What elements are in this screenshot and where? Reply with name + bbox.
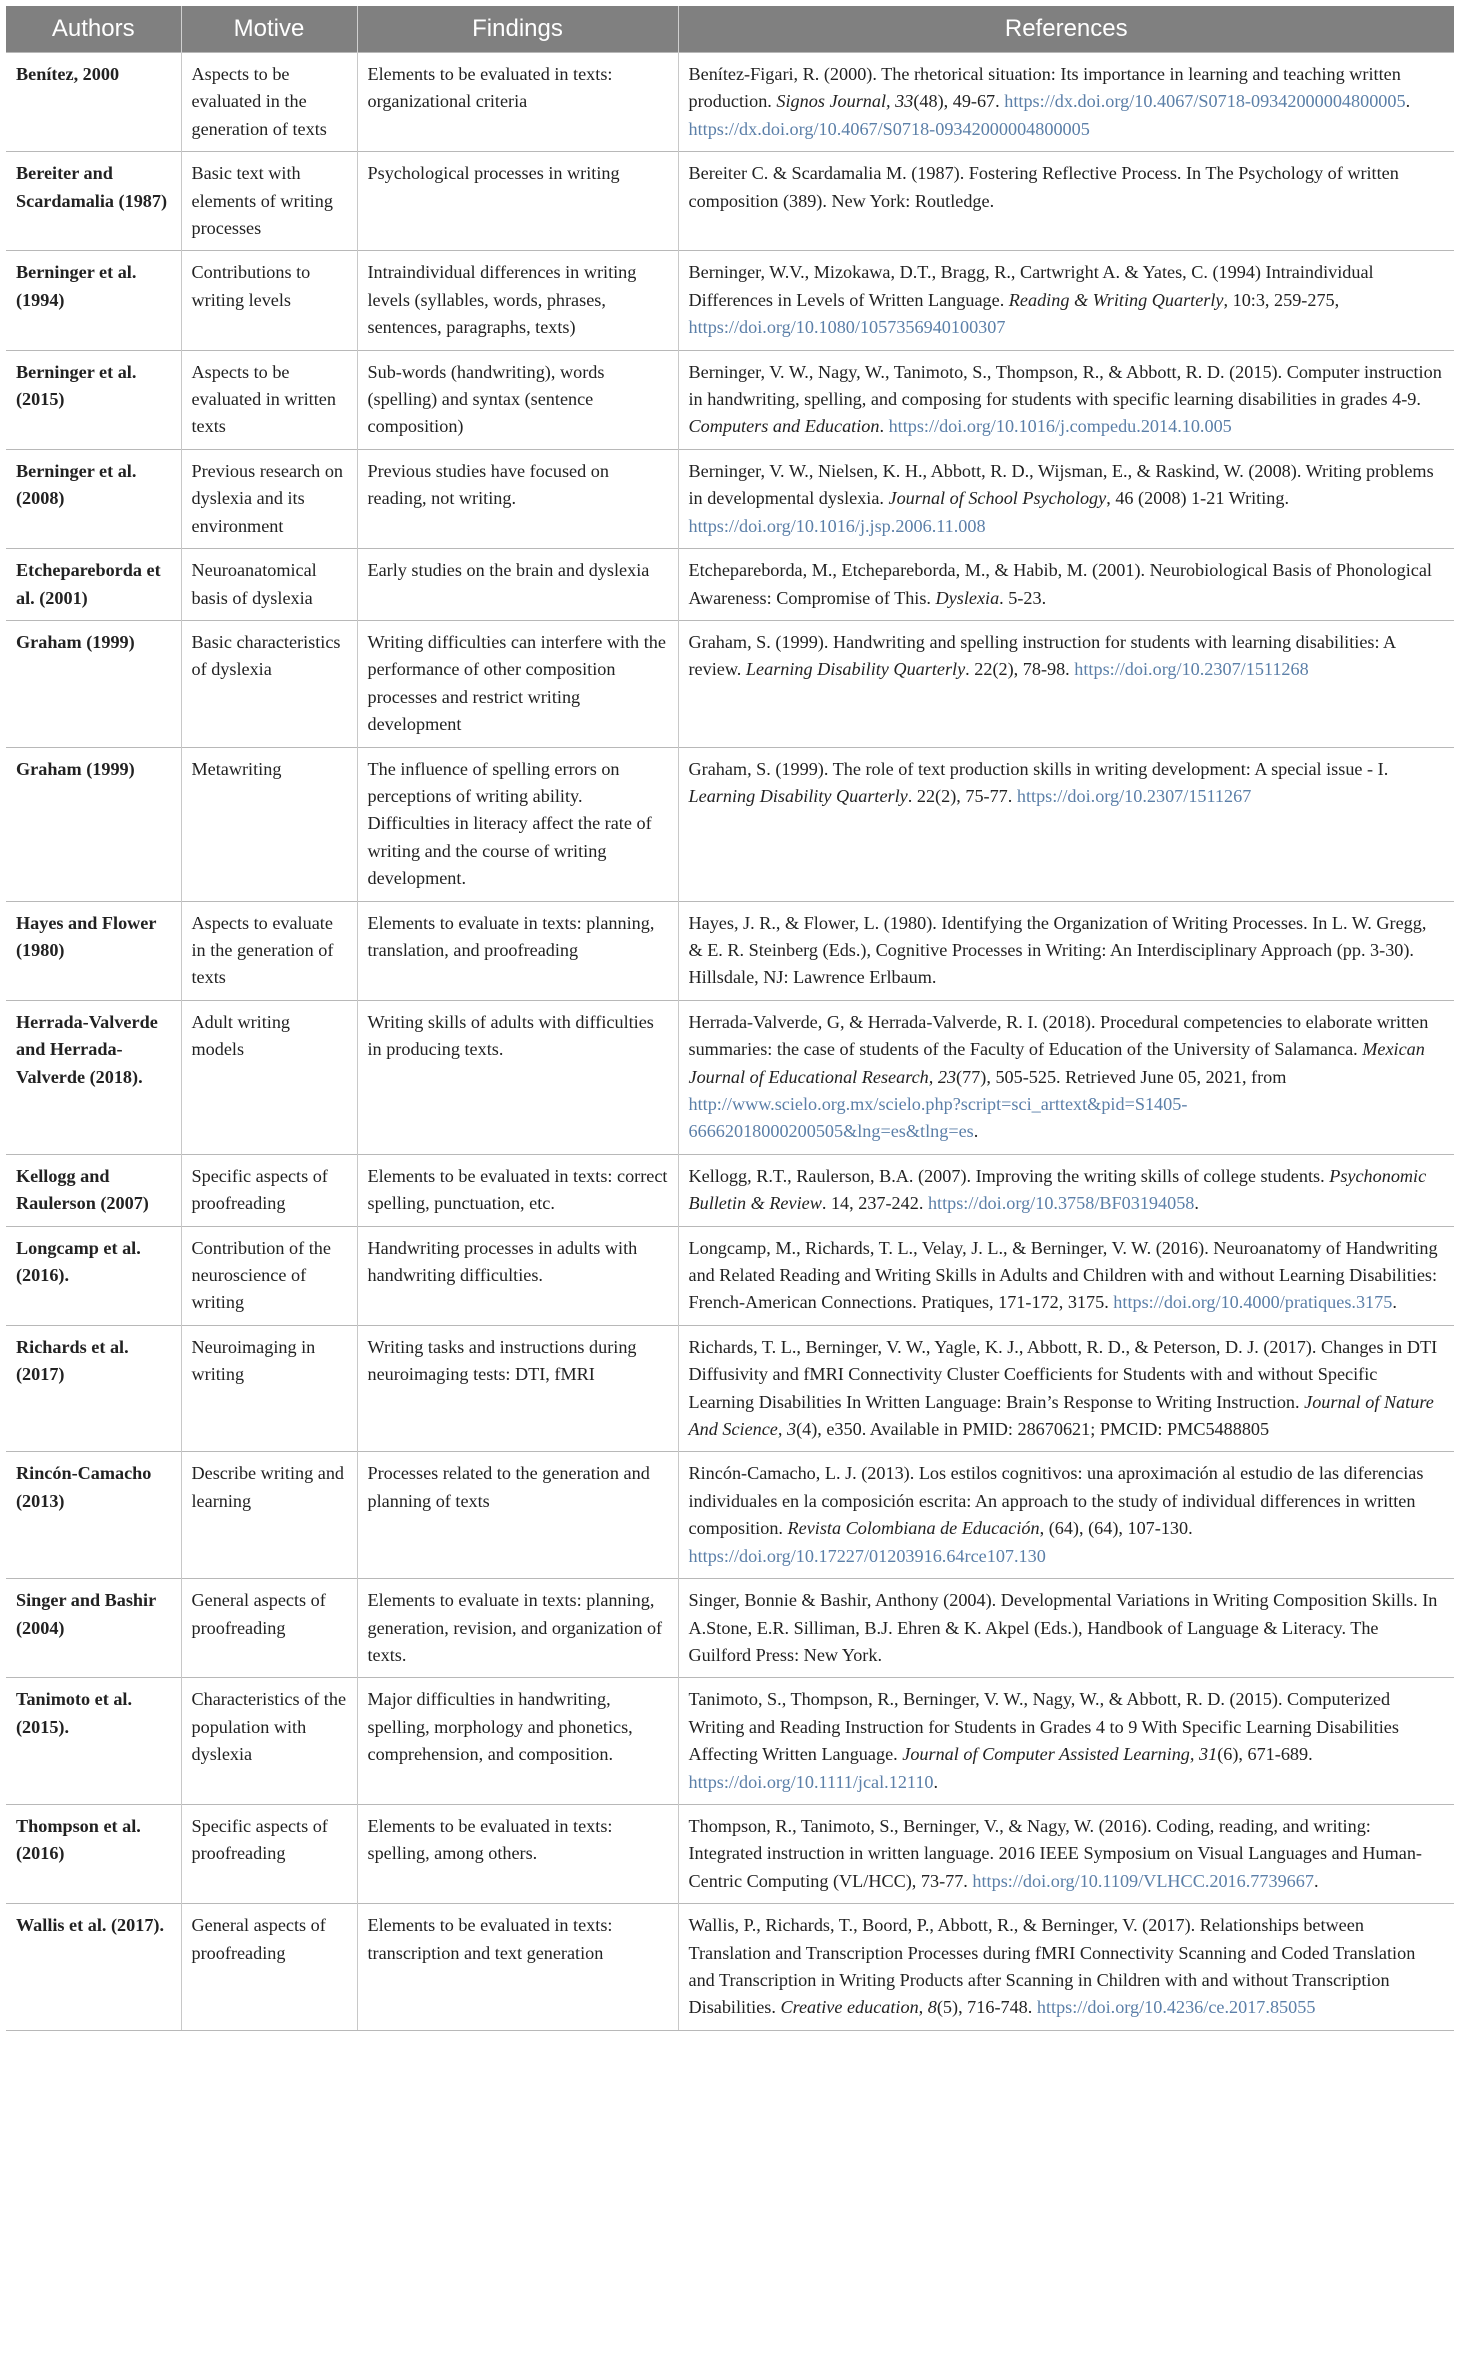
reference-journal: Dyslexia [935, 587, 1000, 608]
reference-text: Graham, S. (1999). Handwriting and spelling instruction for students with learning disabilities: A review. [688, 631, 1396, 680]
cell-reference [678, 1452, 1454, 1579]
cell-findings: Elements to be evaluated in texts: correct spelling, punctuation, etc. [357, 1154, 678, 1226]
table-row [6, 1000, 1454, 1154]
reference-text: Benítez-Figari, R. (2000). The rhetorical situation: Its importance in learning and teaching written production. [688, 64, 1401, 112]
cell-findings: Writing skills of adults with difficulties in producing texts. [357, 1000, 678, 1154]
cell-motive: Metawriting [181, 747, 357, 901]
reference-text: . 22(2), 78-98. [965, 659, 1075, 680]
reference-text: Thompson, R., Tanimoto, S., Berninger, V., & Nagy, W. (2016). Coding, reading, and writing: Integrated instruction in written language. 2016 IEEE Symposium on Visual Languages and Human-Centric Computing (VL/HCC), 73-77. [688, 1815, 1422, 1891]
table-row [6, 1579, 1454, 1678]
reference-link[interactable]: https://doi.org/10.17227/01203916.64rce107.130 [688, 1545, 1046, 1566]
reference-text: Wallis, P., Richards, T., Boord, P., Abbott, R., & Berninger, V. (2017). Relationships between Translation and Transcription Processes during fMRI Connectivity Scanning and Coded Translation and Transcription in Writing Products after Scanning in Children with and without Transcription Disabilities. [688, 1915, 1416, 2018]
reference-journal: Signos Journal, 33 [776, 91, 914, 112]
reference-link[interactable]: https://doi.org/10.1016/j.jsp.2006.11.008 [688, 515, 986, 536]
table-row [6, 1325, 1454, 1452]
reference-link[interactable]: https://doi.org/10.4000/pratiques.3175 [1113, 1292, 1393, 1313]
header-findings: Findings [357, 6, 678, 53]
cell-reference [678, 1678, 1454, 1805]
cell-motive: Contribution of the neuroscience of writing [181, 1226, 357, 1325]
reference-text: (48), 49-67. [913, 91, 1005, 112]
reference-text: . 14, 237-242. [821, 1193, 928, 1214]
cell-findings: Elements to be evaluated in texts: spelling, among others. [357, 1804, 678, 1903]
reference-journal: Psychonomic Bulletin & Review [688, 1165, 1427, 1214]
reference-text: Berninger, W.V., Mizokawa, D.T., Bragg, R., Cartwright A. & Yates, C. (1994) Intraindividual Differences in Levels of Written Language. [688, 262, 1374, 310]
reference-text: (5), 716-748. [936, 1997, 1037, 2018]
reference-text: . [1392, 1292, 1397, 1313]
table-row [6, 1804, 1454, 1903]
cell-reference [678, 901, 1454, 1000]
cell-findings: Elements to be evaluated in texts: organizational criteria [357, 53, 678, 152]
cell-authors: Rincón-Camacho (2013) [6, 1452, 181, 1579]
cell-reference [678, 747, 1454, 901]
reference-text: Graham, S. (1999). The role of text production skills in writing development: A special issue - I. [688, 758, 1389, 779]
cell-motive: Contributions to writing levels [181, 251, 357, 350]
table-row [6, 549, 1454, 621]
cell-reference [678, 1804, 1454, 1903]
cell-findings: Previous studies have focused on reading, not writing. [357, 449, 678, 548]
reference-journal: Mexican Journal of Educational Research, 23 [688, 1039, 1425, 1087]
reference-journal: Learning Disability Quarterly [745, 659, 966, 680]
reference-text: Berninger, V. W., Nielsen, K. H., Abbott, R. D., Wijsman, E., & Raskind, W. (2008). Writing problems in developmental dyslexia. [688, 460, 1434, 509]
cell-authors: Singer and Bashir (2004) [6, 1579, 181, 1678]
cell-findings: Psychological processes in writing [357, 152, 678, 251]
cell-motive: Characteristics of the population with dyslexia [181, 1678, 357, 1805]
cell-authors: Hayes and Flower (1980) [6, 901, 181, 1000]
cell-authors: Richards et al. (2017) [6, 1325, 181, 1452]
cell-motive: Specific aspects of proofreading [181, 1154, 357, 1226]
cell-findings: Elements to be evaluated in texts: transcription and text generation [357, 1904, 678, 2031]
cell-motive: Describe writing and learning [181, 1452, 357, 1579]
cell-findings: Processes related to the generation and planning of texts [357, 1452, 678, 1579]
cell-reference [678, 1000, 1454, 1154]
cell-reference [678, 152, 1454, 251]
reference-text: (77), 505-525. Retrieved June 05, 2021, from [956, 1066, 1287, 1087]
header-references: References [678, 6, 1454, 53]
literature-table [6, 6, 1454, 2031]
cell-reference [678, 1904, 1454, 2031]
cell-findings: Early studies on the brain and dyslexia [357, 549, 678, 621]
cell-reference [678, 1325, 1454, 1452]
cell-authors: Benítez, 2000 [6, 53, 181, 152]
reference-link[interactable]: https://doi.org/10.3758/BF03194058 [927, 1193, 1195, 1214]
cell-authors: Berninger et al. (2008) [6, 449, 181, 548]
reference-text: Kellogg, R.T., Raulerson, B.A. (2007). Improving the writing skills of college students. [688, 1165, 1330, 1186]
cell-authors: Graham (1999) [6, 620, 181, 747]
reference-text: Richards, T. L., Berninger, V. W., Yagle, K. J., Abbott, R. D., & Peterson, D. J. (2017). Changes in DTI Diffusivity and fMRI Connectivity Cluster Coefficients for Students with and without Specific Learning Disabilities In Written Language: Brain’s Response to Writing Instruction. [688, 1336, 1438, 1412]
reference-text: , 46 (2008) 1-21 Writing. [1106, 488, 1290, 509]
reference-journal: Journal of Nature And Science, 3 [688, 1391, 1434, 1440]
table-body [6, 53, 1454, 2031]
table-row [6, 152, 1454, 251]
cell-motive: Adult writing models [181, 1000, 357, 1154]
reference-text: . [879, 416, 889, 437]
cell-motive: Aspects to evaluate in the generation of texts [181, 901, 357, 1000]
reference-text: . [973, 1121, 979, 1142]
cell-findings: Elements to evaluate in texts: planning, generation, revision, and organization of texts. [357, 1579, 678, 1678]
reference-text: . [1405, 91, 1411, 112]
reference-text: (4), e350. Available in PMID: 28670621; PMCID: PMC5488805 [796, 1419, 1270, 1440]
cell-authors: Thompson et al. (2016) [6, 1804, 181, 1903]
cell-authors: Wallis et al. (2017). [6, 1904, 181, 2031]
reference-text: , (64), (64), 107-130. [1039, 1518, 1193, 1539]
cell-findings: Handwriting processes in adults with handwriting difficulties. [357, 1226, 678, 1325]
cell-authors: Longcamp et al. (2016). [6, 1226, 181, 1325]
table-row [6, 1678, 1454, 1805]
cell-authors: Graham (1999) [6, 747, 181, 901]
cell-reference [678, 620, 1454, 747]
header-authors: Authors [6, 6, 181, 53]
reference-text: . 5-23. [999, 587, 1047, 608]
reference-journal: Creative education, 8 [780, 1997, 937, 2018]
reference-text: . 22(2), 75-77. [907, 785, 1017, 806]
reference-text: . [1194, 1193, 1199, 1214]
cell-authors: Berninger et al. (1994) [6, 251, 181, 350]
reference-text: Berninger, V. W., Nagy, W., Tanimoto, S., Thompson, R., & Abbott, R. D. (2015). Computer instruction in handwriting, spelling, and composing for students with specific learning disabilities in grades 4-9. [688, 361, 1442, 410]
reference-link[interactable]: https://doi.org/10.4236/ce.2017.85055 [1036, 1997, 1316, 2018]
reference-link[interactable]: https://doi.org/10.1111/jcal.12110 [688, 1771, 934, 1792]
cell-motive: Neuroimaging in writing [181, 1325, 357, 1452]
cell-findings: Writing difficulties can interfere with the performance of other composition processes and restrict writing development [357, 620, 678, 747]
table-row [6, 1452, 1454, 1579]
cell-authors: Kellogg and Raulerson (2007) [6, 1154, 181, 1226]
cell-motive: Aspects to be evaluated in the generation of texts [181, 53, 357, 152]
header-motive: Motive [181, 6, 357, 53]
reference-journal: Computers and Education [688, 416, 880, 437]
cell-motive: Basic characteristics of dyslexia [181, 620, 357, 747]
cell-reference [678, 1226, 1454, 1325]
cell-reference [678, 1579, 1454, 1678]
table-row [6, 53, 1454, 152]
reference-link[interactable]: https://doi.org/10.1109/VLHCC.2016.7739667 [972, 1870, 1314, 1891]
cell-authors: Tanimoto et al. (2015). [6, 1678, 181, 1805]
cell-motive: Aspects to be evaluated in written texts [181, 350, 357, 449]
reference-journal: Reading & Writing Quarterly [1008, 289, 1224, 310]
reference-text: Rincón-Camacho, L. J. (2013). Los estilos cognitivos: una aproximación al estudio de las diferencias individuales en la composición escrita: An approach to the study of individual differences in written composition. [688, 1463, 1424, 1539]
cell-reference [678, 549, 1454, 621]
reference-text: (6), 671-689. [1217, 1744, 1313, 1765]
cell-reference [678, 350, 1454, 449]
table-row [6, 1904, 1454, 2031]
reference-link[interactable]: https://doi.org/10.1080/1057356940100307 [688, 317, 1006, 338]
reference-link[interactable]: https://dx.doi.org/10.4067/S0718-09342000004800005 [688, 118, 1090, 139]
cell-findings: Major difficulties in handwriting, spelling, morphology and phonetics, comprehension, and composition. [357, 1678, 678, 1805]
cell-motive: Basic text with elements of writing processes [181, 152, 357, 251]
cell-authors: Berninger et al. (2015) [6, 350, 181, 449]
cell-reference [678, 449, 1454, 548]
cell-findings: Intraindividual differences in writing levels (syllables, words, phrases, sentences, paragraphs, texts) [357, 251, 678, 350]
reference-text: . [933, 1771, 939, 1792]
cell-findings: The influence of spelling errors on perceptions of writing ability. Difficulties in literacy affect the rate of writing and the course of writing development. [357, 747, 678, 901]
reference-journal: Revista Colombiana de Educación [787, 1518, 1040, 1539]
cell-motive: Neuroanatomical basis of dyslexia [181, 549, 357, 621]
cell-authors: Bereiter and Scardamalia (1987) [6, 152, 181, 251]
reference-link[interactable]: http://www.scielo.org.mx/scielo.php?script=sci_arttext&pid=S1405-66662018000200505&lng=es&tlng=es [688, 1094, 1188, 1142]
cell-reference [678, 1154, 1454, 1226]
reference-text: Tanimoto, S., Thompson, R., Berninger, V. W., Nagy, W., & Abbott, R. D. (2015). Computerized Writing and Reading Instruction for Students in Grades 4 to 9 With Specific Learning Disabilities Affecting Written Language. [688, 1689, 1399, 1765]
table-row [6, 1154, 1454, 1226]
table-row [6, 449, 1454, 548]
table-row [6, 350, 1454, 449]
cell-authors: Etchepareborda et al. (2001) [6, 549, 181, 621]
cell-findings: Elements to evaluate in texts: planning, translation, and proofreading [357, 901, 678, 1000]
reference-text: Hayes, J. R., & Flower, L. (1980). Identifying the Organization of Writing Processes. In L. W. Gregg, & E. R. Steinberg (Eds.), Cognitive Processes in Writing: An Interdisciplinary Approach (pp. 3-30). Hillsdale, NJ: Lawrence Erlbaum. [688, 912, 1427, 988]
reference-text: Etchepareborda, M., Etchepareborda, M., & Habib, M. (2001). Neurobiological Basis of Phonological Awareness: Compromise of This. [688, 560, 1432, 608]
table-header [6, 6, 1454, 53]
cell-motive: Specific aspects of proofreading [181, 1804, 357, 1903]
reference-link[interactable]: https://doi.org/10.1016/j.compedu.2014.10.005 [888, 416, 1232, 437]
cell-reference [678, 53, 1454, 152]
reference-text: Singer, Bonnie & Bashir, Anthony (2004). Developmental Variations in Writing Composition Skills. In A.Stone, E.R. Silliman, B.J. Ehren & K. Akpel (Eds.), Handbook of Language & Literacy. The Guilford Press: New York. [688, 1590, 1438, 1665]
reference-link[interactable]: https://dx.doi.org/10.4067/S0718-09342000004800005 [1004, 91, 1406, 112]
reference-text: Bereiter C. & Scardamalia M. (1987). Fostering Reflective Process. In The Psychology of written composition (389). New York: Routledge. [688, 163, 1399, 211]
reference-link[interactable]: https://doi.org/10.2307/1511268 [1074, 659, 1309, 680]
reference-text: Herrada-Valverde, G, & Herrada-Valverde, R. I. (2018). Procedural competencies to elaborate written summaries: the case of students of the Faculty of Education of the University of Salamanca. [688, 1011, 1429, 1060]
cell-motive: Previous research on dyslexia and its environment [181, 449, 357, 548]
cell-findings: Writing tasks and instructions during neuroimaging tests: DTI, fMRI [357, 1325, 678, 1452]
reference-text: Longcamp, M., Richards, T. L., Velay, J. L., & Berninger, V. W. (2016). Neuroanatomy of Handwriting and Related Reading and Writing Skills in Adults and Children with and without Learning Disabilities: French-American Connections. Pratiques, 171-172, 3175. [688, 1237, 1438, 1313]
cell-motive: General aspects of proofreading [181, 1904, 357, 2031]
reference-text: , 10:3, 259-275, [1223, 289, 1340, 310]
table-row [6, 1226, 1454, 1325]
cell-reference [678, 251, 1454, 350]
reference-link[interactable]: https://doi.org/10.2307/1511267 [1016, 785, 1252, 806]
cell-motive: General aspects of proofreading [181, 1579, 357, 1678]
reference-journal: Learning Disability Quarterly [688, 785, 908, 806]
table-row [6, 747, 1454, 901]
reference-text: . [1313, 1870, 1319, 1891]
cell-authors: Herrada-Valverde and Herrada-Valverde (2018). [6, 1000, 181, 1154]
reference-journal: Journal of Computer Assisted Learning, 31 [902, 1744, 1218, 1765]
table-row [6, 901, 1454, 1000]
cell-findings: Sub-words (handwriting), words (spelling) and syntax (sentence composition) [357, 350, 678, 449]
reference-journal: Journal of School Psychology [888, 488, 1107, 509]
table-row [6, 620, 1454, 747]
table-row [6, 251, 1454, 350]
